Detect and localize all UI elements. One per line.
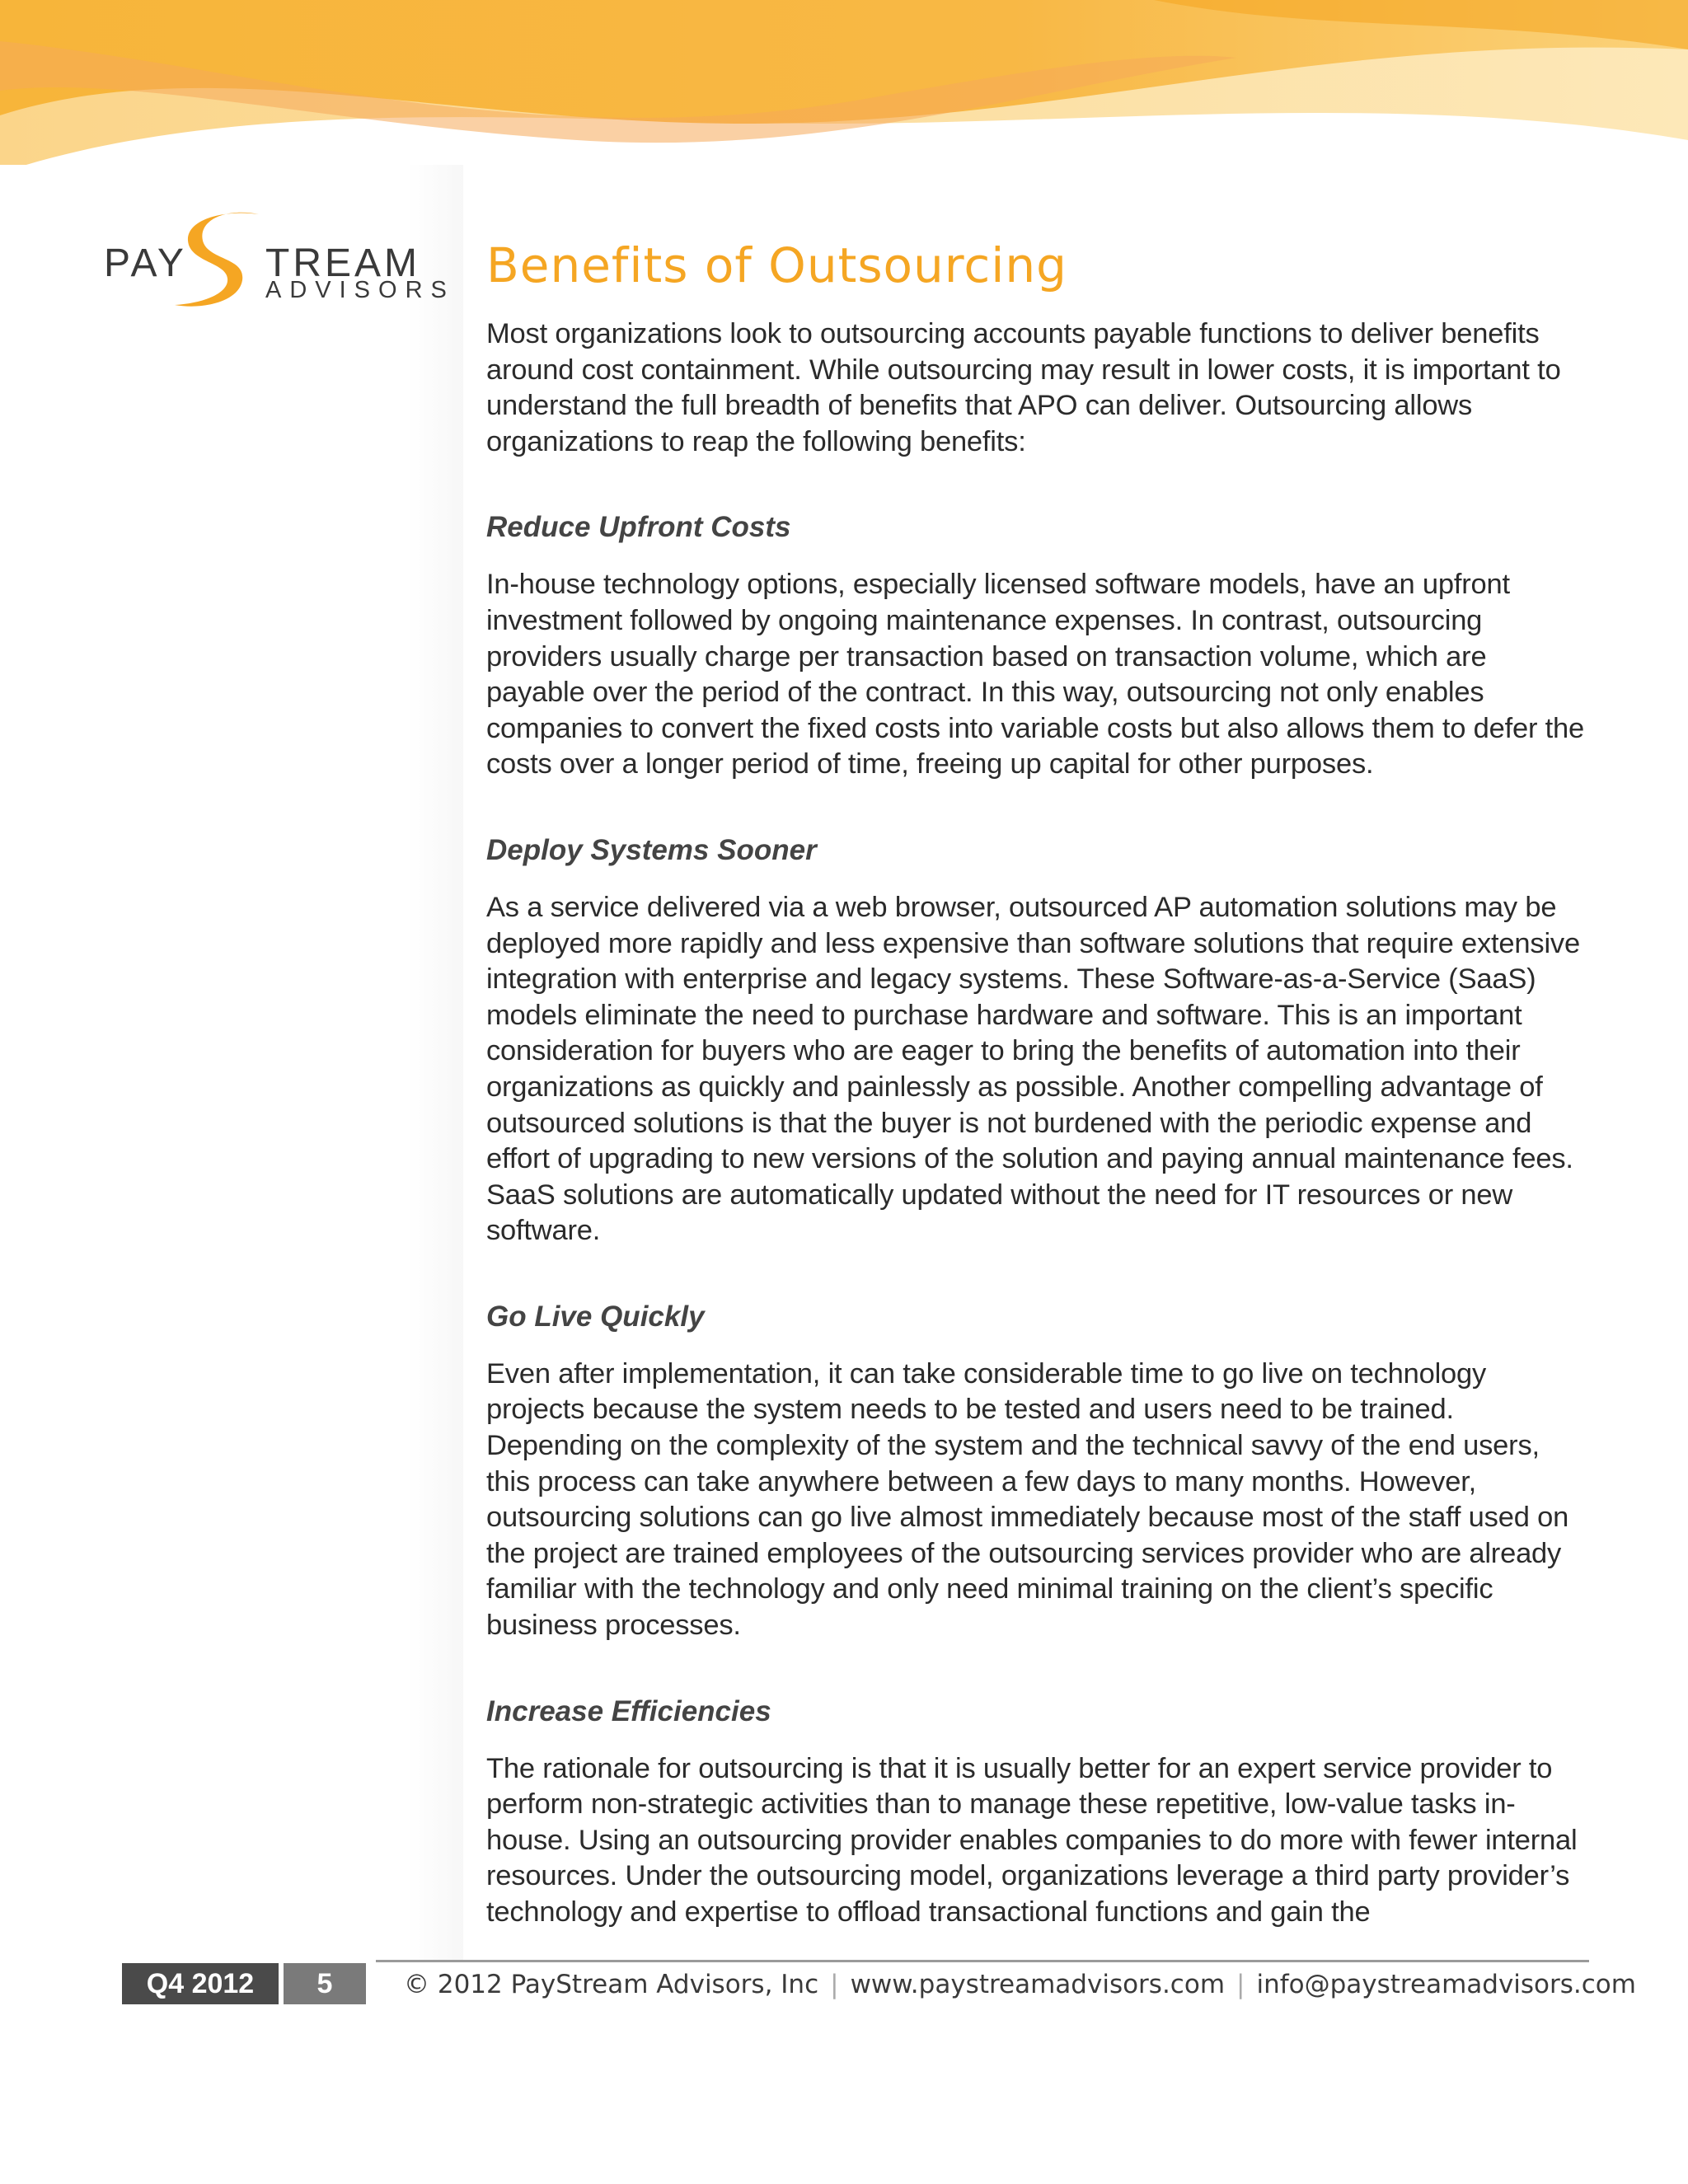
section-heading-deploy-systems-sooner: Deploy Systems Sooner — [486, 833, 817, 866]
intro-paragraph: Most organizations look to outsourcing accounts payable functions to deliver benefits around cost containment. While outsourcing may result in lower costs, it is important to understand the full breadth of benefits that APO can deliver. Outsourcing allows organizations to reap the following benefits: — [486, 318, 1561, 457]
section-body-go-live-quickly: Even after implementation, it can take considerable time to go live on technology projects because the system needs to be tested and users need to be trained. Depending on the complexity of the system and the technical savvy of the end users, this process can take anywhere between a few days to many months. However, outsourcing solutions can go live almost immediately because most of the staff used on the project are trained employees of the outsourcing services provider who are already familiar with the technology and only need minimal training on the client’s specific business processes. — [486, 1357, 1569, 1642]
footer-divider — [376, 1960, 1589, 1962]
left-margin-shade — [0, 165, 463, 1961]
article-content — [486, 237, 1591, 1931]
section-body-deploy-systems-sooner: As a service delivered via a web browser, outsourced AP automation solutions may be deployed more rapidly and less expensive than software solutions that require extensive integration with enterprise and legacy systems. These Software-as-a-Service (SaaS) models eliminate the need to purchase hardware and software. This is an important consideration for buyers who are eager to bring the benefits of automation into their organizations as quickly and painlessly as possible. Another compelling advantage of outsourced solutions is that the buyer is not burdened with the periodic expense and effort of upgrading to new versions of the solution and paying annual maintenance fees. SaaS solutions are automatically updated without the need for IT resources or new software. — [486, 891, 1580, 1247]
header-wave-banner — [0, 0, 1688, 190]
section-heading-increase-efficiencies: Increase Efficiencies — [486, 1694, 771, 1727]
footer-separator: | — [1236, 1970, 1245, 1999]
page-number-badge: 5 — [284, 1963, 366, 2004]
footer-contact — [404, 1970, 1636, 1999]
paystream-logo — [104, 208, 455, 313]
logo-text-advisors: ADVISORS — [265, 277, 455, 303]
section-heading-go-live-quickly: Go Live Quickly — [486, 1300, 705, 1333]
issue-quarter-badge: Q4 2012 — [122, 1963, 279, 2004]
footer-email-link[interactable]: info@paystreamadvisors.com — [1256, 1970, 1636, 1999]
footer-copyright: © 2012 PayStream Advisors, Inc — [404, 1970, 819, 1999]
footer-separator: | — [830, 1970, 839, 1999]
logo-text-pay: PAY — [104, 241, 187, 285]
page-title: Benefits of Outsourcing — [486, 237, 1067, 293]
footer-website-link[interactable]: www.paystreamadvisors.com — [850, 1970, 1226, 1999]
section-body-reduce-upfront-costs: In-house technology options, especially licensed software models, have an upfront investment followed by ongoing maintenance expenses. In contrast, outsourcing providers usually charge per transaction based on transaction volume, which are payable over the period of the contract. In this way, outsourcing not only enables companies to convert the fixed costs into variable costs but also allows them to defer the costs over a longer period of time, freeing up capital for other purposes. — [486, 569, 1585, 780]
section-body-increase-efficiencies: The rationale for outsourcing is that it is usually better for an expert service provider to perform non-strategic activities than to manage these repetitive, low-value tasks in-house. Using an outsourcing provider enables companies to do more with fewer internal resources. Under the outsourcing model, organizations leverage a third party provider’s technology and expertise to offload transactional functions and gain the — [486, 1752, 1578, 1928]
logo-text-tream: TREAM — [265, 241, 420, 285]
section-heading-reduce-upfront-costs: Reduce Upfront Costs — [486, 511, 791, 544]
logo-s-swoosh-icon — [170, 208, 269, 313]
